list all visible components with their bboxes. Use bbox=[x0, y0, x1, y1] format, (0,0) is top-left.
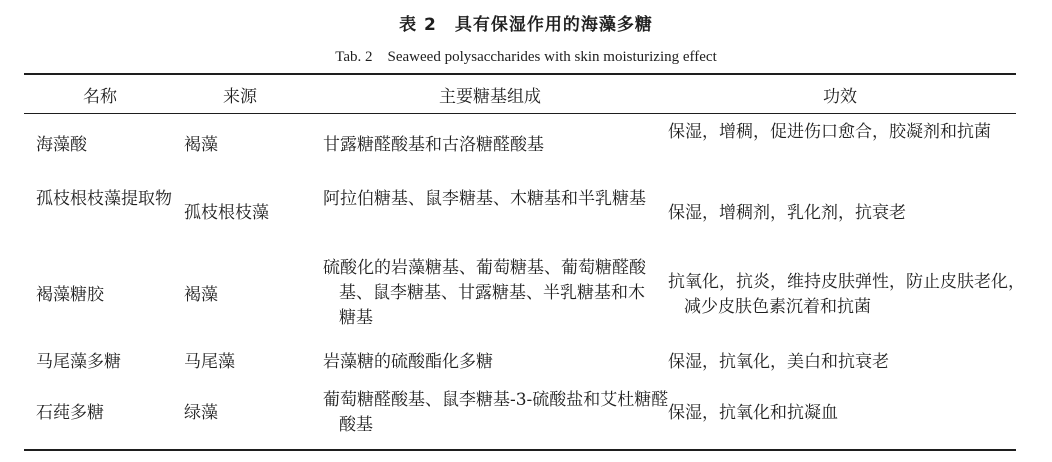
row5-composition: 葡萄糖醛酸基、鼠李糖基-3-硫酸盐和艾杜糖醛酸基 bbox=[323, 390, 669, 435]
row5-name: 石莼多糖 bbox=[36, 403, 104, 423]
table-top-rule bbox=[24, 73, 1016, 75]
table-bottom-rule bbox=[24, 449, 1016, 451]
row3-name: 褐藻糖胶 bbox=[36, 285, 104, 305]
header-source: 来源 bbox=[223, 87, 257, 107]
row2-name: 孤枝根枝藻提取物 bbox=[36, 189, 172, 209]
row1-composition: 甘露糖醛酸基和古洛糖醛酸基 bbox=[323, 135, 544, 155]
row5-effect: 保湿，抗氧化和抗凝血 bbox=[668, 403, 838, 423]
header-effect: 功效 bbox=[823, 87, 857, 107]
row4-source: 马尾藻 bbox=[184, 352, 235, 372]
row1-source: 褐藻 bbox=[184, 135, 218, 155]
row4-effect: 保湿，抗氧化，美白和抗衰老 bbox=[668, 352, 889, 372]
table-title-en: Tab. 2 Seaweed polysaccharides with skin moisturizing effect bbox=[335, 49, 717, 65]
row4-composition: 岩藻糖的硫酸酯化多糖 bbox=[323, 352, 493, 372]
row3-effect: 抗氧化，抗炎，维持皮肤弹性，防止皮肤老化，减少皮肤色素沉着和抗菌 bbox=[668, 272, 1025, 317]
header-name: 名称 bbox=[83, 87, 117, 107]
row2-source: 孤枝根枝藻 bbox=[184, 203, 269, 223]
table-header-rule bbox=[24, 113, 1016, 114]
row4-name: 马尾藻多糖 bbox=[36, 352, 121, 372]
row1-name: 海藻酸 bbox=[36, 135, 87, 155]
row2-composition: 阿拉伯糖基、鼠李糖基、木糖基和半乳糖基 bbox=[323, 189, 646, 209]
row1-effect: 保湿，增稠，促进伤口愈合，胶凝剂和抗菌 bbox=[668, 122, 991, 142]
row2-effect: 保湿，增稠剂，乳化剂，抗衰老 bbox=[668, 203, 906, 223]
row3-composition: 硫酸化的岩藻糖基、葡萄糖基、葡萄糖醛酸基、鼠李糖基、甘露糖基、半乳糖基和木糖基 bbox=[323, 258, 646, 328]
table-title-cn: 表 2 具有保湿作用的海藻多糖 bbox=[399, 15, 653, 35]
row5-source: 绿藻 bbox=[184, 403, 218, 423]
header-composition: 主要糖基组成 bbox=[439, 87, 541, 107]
row3-source: 褐藻 bbox=[184, 285, 218, 305]
